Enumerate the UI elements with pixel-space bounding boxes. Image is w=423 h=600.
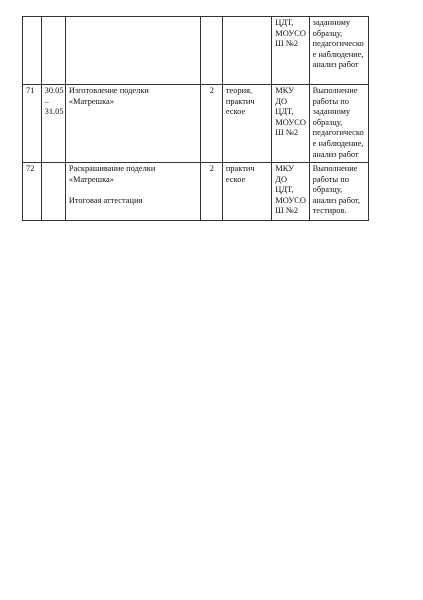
form-line: еское [225, 107, 246, 117]
place-line: МОУСО [275, 117, 306, 127]
lesson-place-cell [272, 85, 309, 163]
lesson-date-cell [41, 85, 65, 163]
table-row [23, 17, 369, 85]
lesson-hours-cell: 2 [200, 85, 222, 163]
lesson-number-cell: 72 [23, 163, 42, 221]
date-line: 31.05 [44, 107, 64, 117]
control-line: образцу, [312, 117, 343, 127]
lesson-number-cell [23, 17, 42, 85]
control-line: Выполнение [312, 164, 358, 173]
lesson-number-cell: 71 [23, 85, 42, 163]
lesson-date-cell [41, 163, 65, 221]
topic-line: Изготовление поделки [68, 86, 149, 95]
topic-line: «Матрешка» [68, 174, 114, 184]
place-line: ЦДТ, [275, 107, 294, 117]
lesson-topic-cell [65, 85, 200, 163]
place-line: ЦДТ, [275, 18, 294, 27]
lesson-topic-cell [65, 17, 200, 85]
lesson-form-cell [222, 163, 271, 221]
date-line: – [44, 96, 49, 106]
control-line: анализ работ, [312, 195, 361, 205]
lesson-plan-table [22, 16, 369, 221]
lesson-control-cell [309, 17, 368, 85]
control-line: тестиров. [312, 206, 347, 216]
form-line: теория, [225, 86, 253, 95]
place-line: Ш №2 [275, 206, 299, 216]
control-line: заданному [312, 18, 351, 27]
control-line: образцу, [312, 28, 343, 38]
control-line: образцу, [312, 185, 343, 195]
control-line: анализ работ [312, 60, 359, 70]
control-line: работы по [312, 174, 349, 184]
control-line: заданному [312, 107, 351, 117]
lesson-control-cell [309, 163, 368, 221]
date-line: 30.05 [44, 86, 64, 95]
place-line: МОУСО [275, 195, 306, 205]
lesson-hours-cell: 2 [200, 163, 222, 221]
control-line: е наблюдение, [312, 138, 364, 148]
place-line: МКУ [275, 164, 295, 173]
form-line: практич [225, 96, 255, 106]
place-line: МОУСО [275, 28, 306, 38]
table-row [23, 85, 369, 163]
place-line: ЦДТ, [275, 185, 294, 195]
control-line: педагогическо [312, 128, 364, 138]
lesson-place-cell [272, 17, 309, 85]
place-line: МКУ [275, 86, 295, 95]
place-line: Ш №2 [275, 128, 299, 138]
lesson-date-cell [41, 17, 65, 85]
place-line: ДО [275, 174, 288, 184]
topic-line: «Матрешка» [68, 96, 114, 106]
control-line: е наблюдение, [312, 49, 364, 59]
control-line: педагогическо [312, 39, 364, 49]
lesson-hours-cell [200, 17, 222, 85]
topic-line: Раскрашивание поделки [68, 164, 156, 173]
place-line: ДО [275, 96, 288, 106]
control-line: Выполнение [312, 86, 358, 95]
lesson-form-cell [222, 85, 271, 163]
lesson-place-cell [272, 163, 309, 221]
table-row [23, 163, 369, 221]
form-line: еское [225, 174, 246, 184]
control-line: анализ работ [312, 149, 359, 159]
final-assessment-label: Итоговая аттестация [68, 195, 143, 205]
lesson-topic-cell [65, 163, 200, 221]
lesson-form-cell [222, 17, 271, 85]
control-line: работы по [312, 96, 349, 106]
place-line: Ш №2 [275, 39, 299, 49]
lesson-control-cell [309, 85, 368, 163]
form-line: практич [225, 164, 255, 173]
